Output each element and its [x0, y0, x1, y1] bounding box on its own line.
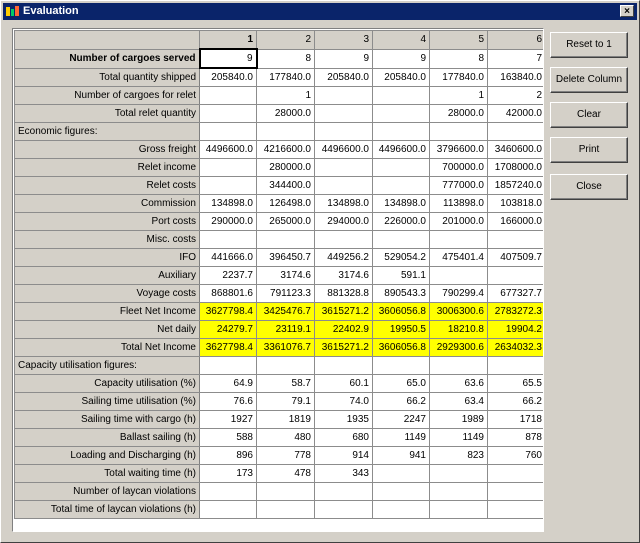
reset-to-1-button[interactable]: Reset to 1: [550, 32, 628, 58]
grid-cell[interactable]: 878: [488, 429, 545, 447]
table-row: [15, 49, 545, 68]
row-label: IFO: [15, 249, 200, 267]
grid-cell[interactable]: 3615271.2: [315, 303, 373, 321]
grid-cell[interactable]: [430, 465, 488, 483]
table-row: [15, 321, 545, 339]
grid-cell[interactable]: 1989: [430, 411, 488, 429]
table-row: [15, 159, 545, 177]
grid-cell[interactable]: 3174.6: [315, 267, 373, 285]
grid-cell[interactable]: 134898.0: [373, 195, 430, 213]
row-label: Fleet Net Income: [15, 303, 200, 321]
row-label: Number of cargoes for relet: [15, 87, 200, 105]
table-row: [15, 501, 545, 519]
table-row: [15, 123, 545, 141]
grid-cell[interactable]: 3361076.7: [257, 339, 315, 357]
grid-cell[interactable]: [200, 105, 257, 123]
grid-cell[interactable]: [373, 177, 430, 195]
grid-cell[interactable]: 63.4: [430, 393, 488, 411]
grid-cell[interactable]: 42000.0: [488, 105, 545, 123]
grid-cell[interactable]: 3006300.6: [430, 303, 488, 321]
row-label: Total waiting time (h): [15, 465, 200, 483]
grid-cell[interactable]: 65.5: [488, 375, 545, 393]
grid-cell[interactable]: 4496600.0: [200, 141, 257, 159]
grid-cell[interactable]: 2929300.6: [430, 339, 488, 357]
evaluation-grid[interactable]: [12, 28, 544, 532]
grid-cell[interactable]: [430, 501, 488, 519]
grid-cell[interactable]: 2247: [373, 411, 430, 429]
grid-cell[interactable]: 134898.0: [200, 195, 257, 213]
table-row: [15, 447, 545, 465]
table-row: [15, 213, 545, 231]
grid-cell[interactable]: [488, 465, 545, 483]
grid-cell[interactable]: 3627798.4: [200, 303, 257, 321]
grid-cell[interactable]: [373, 231, 430, 249]
grid-cell[interactable]: 4496600.0: [315, 141, 373, 159]
table-row: [15, 429, 545, 447]
grid-cell[interactable]: 65.0: [373, 375, 430, 393]
grid-cell[interactable]: 1935: [315, 411, 373, 429]
grid-cell[interactable]: 777000.0: [430, 177, 488, 195]
grid-cell[interactable]: [373, 483, 430, 501]
grid-cell[interactable]: 791123.3: [257, 285, 315, 303]
grid-cell[interactable]: [200, 231, 257, 249]
grid-cell[interactable]: 205840.0: [200, 68, 257, 87]
grid-cell[interactable]: [430, 357, 488, 375]
table-row: [15, 141, 545, 159]
grid-cell[interactable]: 588: [200, 429, 257, 447]
grid-cell[interactable]: 407509.7: [488, 249, 545, 267]
grid-cell[interactable]: 680: [315, 429, 373, 447]
grid-cell[interactable]: 914: [315, 447, 373, 465]
grid-cell[interactable]: [373, 357, 430, 375]
grid-cell[interactable]: 113898.0: [430, 195, 488, 213]
grid-cell[interactable]: 134898.0: [315, 195, 373, 213]
grid-cell[interactable]: [200, 87, 257, 105]
grid-cell[interactable]: 3606056.8: [373, 339, 430, 357]
grid-cell[interactable]: 18210.8: [430, 321, 488, 339]
grid-cell[interactable]: 9: [373, 49, 430, 68]
table-row: [15, 68, 545, 87]
row-label: Voyage costs: [15, 285, 200, 303]
grid-cell[interactable]: 475401.4: [430, 249, 488, 267]
row-label: Economic figures:: [15, 123, 200, 141]
grid-cell[interactable]: 64.9: [200, 375, 257, 393]
grid-cell[interactable]: 205840.0: [315, 68, 373, 87]
grid-cell[interactable]: 290000.0: [200, 213, 257, 231]
print-button[interactable]: Print: [550, 137, 628, 163]
grid-cell[interactable]: [430, 231, 488, 249]
grid-cell[interactable]: 441666.0: [200, 249, 257, 267]
grid-cell[interactable]: 2: [488, 87, 545, 105]
grid-cell[interactable]: 74.0: [315, 393, 373, 411]
grid-cell[interactable]: 760: [488, 447, 545, 465]
grid-cell[interactable]: [200, 501, 257, 519]
row-label: Sailing time utilisation (%): [15, 393, 200, 411]
grid-cell[interactable]: [488, 501, 545, 519]
grid-cell[interactable]: [257, 123, 315, 141]
grid-cell[interactable]: [315, 501, 373, 519]
grid-cell[interactable]: [315, 483, 373, 501]
grid-cell[interactable]: [315, 123, 373, 141]
clear-button[interactable]: Clear: [550, 102, 628, 128]
table-row: [15, 231, 545, 249]
grid-cell[interactable]: 896: [200, 447, 257, 465]
grid-cell[interactable]: 778: [257, 447, 315, 465]
grid-cell[interactable]: 205840.0: [373, 68, 430, 87]
table-row: [15, 267, 545, 285]
table-row: [15, 105, 545, 123]
grid-cell[interactable]: 3606056.8: [373, 303, 430, 321]
grid-cell[interactable]: 201000.0: [430, 213, 488, 231]
grid-cell[interactable]: 58.7: [257, 375, 315, 393]
grid-cell[interactable]: [200, 483, 257, 501]
grid-cell[interactable]: 1927: [200, 411, 257, 429]
grid-cell[interactable]: [315, 357, 373, 375]
row-label: Total time of laycan violations (h): [15, 501, 200, 519]
row-label: Relet income: [15, 159, 200, 177]
grid-cell[interactable]: 1149: [430, 429, 488, 447]
grid-cell[interactable]: 103818.0: [488, 195, 545, 213]
grid-cell[interactable]: 24279.7: [200, 321, 257, 339]
grid-cell[interactable]: 79.1: [257, 393, 315, 411]
row-label: Relet costs: [15, 177, 200, 195]
evaluation-table: [14, 30, 544, 519]
grid-cell[interactable]: 1149: [373, 429, 430, 447]
row-label: Number of laycan violations: [15, 483, 200, 501]
column-header[interactable]: 1: [200, 31, 257, 50]
row-label: Sailing time with cargo (h): [15, 411, 200, 429]
grid-cell[interactable]: 890543.3: [373, 285, 430, 303]
grid-cell[interactable]: [430, 123, 488, 141]
grid-cell[interactable]: [488, 231, 545, 249]
grid-cell[interactable]: 881328.8: [315, 285, 373, 303]
grid-cell[interactable]: 2783272.3: [488, 303, 545, 321]
column-header[interactable]: 3: [315, 31, 373, 50]
grid-cell[interactable]: 7: [488, 49, 545, 68]
table-row: [15, 87, 545, 105]
grid-cell[interactable]: 3615271.2: [315, 339, 373, 357]
grid-cell[interactable]: 4216600.0: [257, 141, 315, 159]
grid-cell[interactable]: 1718: [488, 411, 545, 429]
grid-cell[interactable]: 76.6: [200, 393, 257, 411]
grid-cell[interactable]: 1708000.0: [488, 159, 545, 177]
table-row: [15, 483, 545, 501]
column-header[interactable]: 4: [373, 31, 430, 50]
table-row: [15, 249, 545, 267]
grid-cell[interactable]: 22402.9: [315, 321, 373, 339]
grid-cell[interactable]: 163840.0: [488, 68, 545, 87]
table-row: [15, 393, 545, 411]
grid-cell[interactable]: [373, 501, 430, 519]
grid-cell[interactable]: [488, 357, 545, 375]
grid-cell[interactable]: [200, 177, 257, 195]
table-row: [15, 411, 545, 429]
grid-cell[interactable]: 1819: [257, 411, 315, 429]
grid-cell[interactable]: 941: [373, 447, 430, 465]
grid-cell[interactable]: 790299.4: [430, 285, 488, 303]
grid-cell[interactable]: [373, 123, 430, 141]
table-row: [15, 285, 545, 303]
grid-cell[interactable]: 4496600.0: [373, 141, 430, 159]
row-label: Net daily: [15, 321, 200, 339]
grid-cell[interactable]: 126498.0: [257, 195, 315, 213]
grid-cell[interactable]: 1: [257, 87, 315, 105]
grid-cell[interactable]: [315, 177, 373, 195]
grid-cell[interactable]: 8: [257, 49, 315, 68]
grid-cell[interactable]: 3796600.0: [430, 141, 488, 159]
grid-cell[interactable]: [373, 159, 430, 177]
grid-cell[interactable]: 396450.7: [257, 249, 315, 267]
row-label: Total Net Income: [15, 339, 200, 357]
grid-cell[interactable]: [257, 357, 315, 375]
grid-cell[interactable]: [257, 501, 315, 519]
grid-cell[interactable]: 591.1: [373, 267, 430, 285]
grid-cell[interactable]: [200, 357, 257, 375]
row-label: Capacity utilisation (%): [15, 375, 200, 393]
grid-cell[interactable]: [373, 105, 430, 123]
grid-cell[interactable]: 529054.2: [373, 249, 430, 267]
grid-cell[interactable]: 3425476.7: [257, 303, 315, 321]
table-row: [15, 177, 545, 195]
grid-cell[interactable]: 63.6: [430, 375, 488, 393]
table-row: [15, 339, 545, 357]
app-icon: [6, 5, 19, 18]
row-label: Gross freight: [15, 141, 200, 159]
grid-cell[interactable]: 23119.1: [257, 321, 315, 339]
close-icon[interactable]: ×: [620, 5, 634, 17]
column-header[interactable]: 6: [488, 31, 545, 50]
grid-cell[interactable]: 177840.0: [257, 68, 315, 87]
row-label: Number of cargoes served: [15, 49, 200, 68]
row-label: Commission: [15, 195, 200, 213]
table-row: [15, 465, 545, 483]
column-header[interactable]: 5: [430, 31, 488, 50]
row-label: Capacity utilisation figures:: [15, 357, 200, 375]
grid-cell[interactable]: 1857240.0: [488, 177, 545, 195]
grid-cell[interactable]: 868801.6: [200, 285, 257, 303]
grid-cell[interactable]: 294000.0: [315, 213, 373, 231]
column-header[interactable]: 2: [257, 31, 315, 50]
row-label: Total relet quantity: [15, 105, 200, 123]
close-button[interactable]: Close: [550, 174, 628, 200]
grid-cell[interactable]: 343: [315, 465, 373, 483]
row-label: Ballast sailing (h): [15, 429, 200, 447]
table-row: [15, 303, 545, 321]
grid-cell[interactable]: 19904.2: [488, 321, 545, 339]
grid-cell[interactable]: [257, 483, 315, 501]
grid-cell[interactable]: 8: [430, 49, 488, 68]
grid-cell[interactable]: 449256.2: [315, 249, 373, 267]
grid-cell[interactable]: [430, 483, 488, 501]
grid-cell[interactable]: 28000.0: [430, 105, 488, 123]
grid-cell[interactable]: 66.2: [488, 393, 545, 411]
grid-cell[interactable]: 2237.7: [200, 267, 257, 285]
grid-cell[interactable]: 166000.0: [488, 213, 545, 231]
grid-cell[interactable]: [373, 465, 430, 483]
grid-cell[interactable]: [200, 159, 257, 177]
grid-cell[interactable]: 478: [257, 465, 315, 483]
grid-cell[interactable]: 344400.0: [257, 177, 315, 195]
grid-cell[interactable]: 60.1: [315, 375, 373, 393]
grid-cell[interactable]: [488, 483, 545, 501]
grid-cell[interactable]: 19950.5: [373, 321, 430, 339]
grid-cell[interactable]: 480: [257, 429, 315, 447]
grid-cell[interactable]: 177840.0: [430, 68, 488, 87]
row-label: Port costs: [15, 213, 200, 231]
grid-cell[interactable]: [315, 105, 373, 123]
row-label: Loading and Discharging (h): [15, 447, 200, 465]
grid-corner: [15, 31, 200, 50]
grid-cell[interactable]: [488, 123, 545, 141]
grid-cell[interactable]: [373, 87, 430, 105]
grid-cell[interactable]: 28000.0: [257, 105, 315, 123]
grid-cell[interactable]: [200, 123, 257, 141]
row-label: Total quantity shipped: [15, 68, 200, 87]
grid-cell[interactable]: 700000.0: [430, 159, 488, 177]
row-label: Auxiliary: [15, 267, 200, 285]
header-row: [15, 31, 545, 50]
grid-cell[interactable]: [488, 267, 545, 285]
grid-cell[interactable]: 1: [430, 87, 488, 105]
delete-column-button[interactable]: Delete Column: [550, 67, 628, 93]
table-row: [15, 195, 545, 213]
grid-cell[interactable]: 2634032.3: [488, 339, 545, 357]
grid-cell[interactable]: 280000.0: [257, 159, 315, 177]
window-title: Evaluation: [23, 5, 79, 17]
grid-cell[interactable]: 9: [200, 49, 257, 68]
grid-cell[interactable]: 173: [200, 465, 257, 483]
row-label: Misc. costs: [15, 231, 200, 249]
grid-cell[interactable]: [430, 267, 488, 285]
grid-cell[interactable]: 66.2: [373, 393, 430, 411]
grid-cell[interactable]: 265000.0: [257, 213, 315, 231]
table-row: [15, 375, 545, 393]
table-row: [15, 357, 545, 375]
grid-cell[interactable]: [315, 87, 373, 105]
grid-cell[interactable]: 9: [315, 49, 373, 68]
grid-cell[interactable]: [315, 231, 373, 249]
grid-cell[interactable]: 3460600.0: [488, 141, 545, 159]
grid-cell[interactable]: [315, 159, 373, 177]
grid-cell[interactable]: 677327.7: [488, 285, 545, 303]
grid-cell[interactable]: [257, 231, 315, 249]
title-bar[interactable]: [3, 3, 637, 20]
grid-cell[interactable]: 823: [430, 447, 488, 465]
grid-cell[interactable]: 3627798.4: [200, 339, 257, 357]
grid-cell[interactable]: 3174.6: [257, 267, 315, 285]
grid-cell[interactable]: 226000.0: [373, 213, 430, 231]
